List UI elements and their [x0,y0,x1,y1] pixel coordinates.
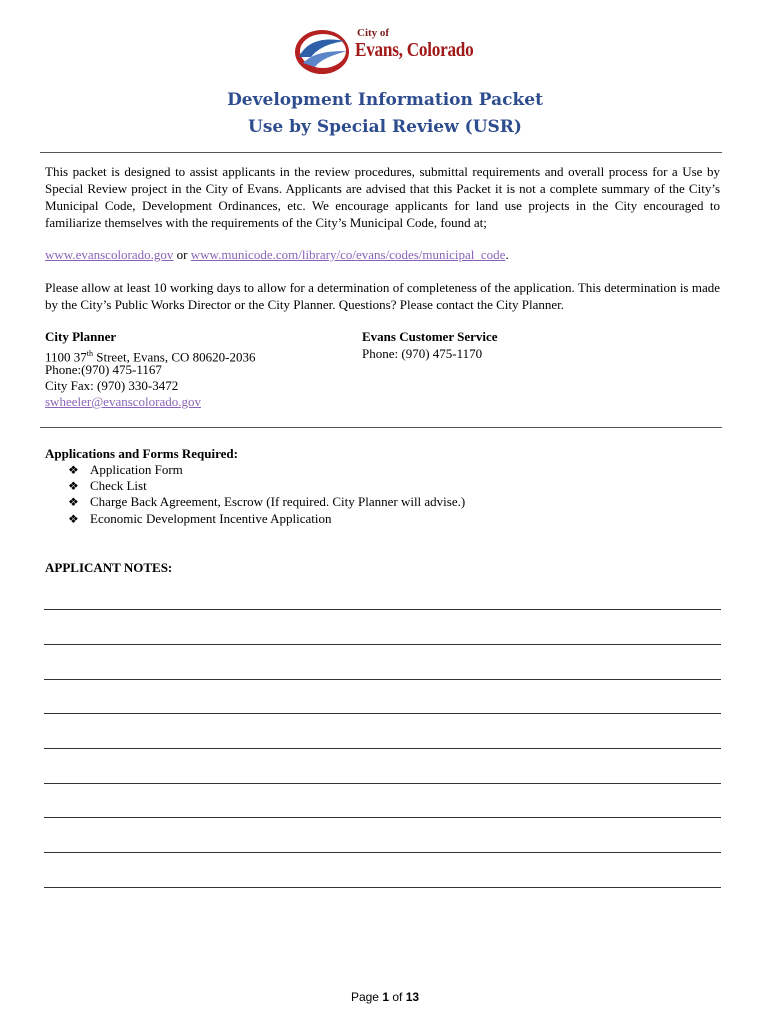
planner-heading-text: City Planner [45,329,117,344]
logo-city-of: City of [357,27,390,39]
note-line[interactable] [44,783,721,784]
list-item [68,478,147,494]
page-total: 13 [405,990,420,1004]
list-item-label: Application Form [90,462,183,477]
planner-heading [45,329,116,345]
note-line[interactable] [44,817,721,818]
forms-heading-text: Applications and Forms Required: [45,446,238,461]
list-item-label: Check List [90,478,147,493]
planner-email-link[interactable]: swheeler@evanscolorado.gov [45,394,201,409]
planner-phone: Phone:(970) 475-1167 [45,362,162,377]
planner-address-post: Street, Evans, CO 80620-2036 [93,349,256,365]
note-line[interactable] [44,609,721,610]
page-subtitle: Use by Special Review (USR) [248,117,522,137]
list-item [68,511,332,527]
notes-heading [45,560,172,576]
page-number: 1 [382,990,389,1004]
service-heading-text: Evans Customer Service [362,329,498,344]
page-title: Development Information Packet [227,90,543,110]
note-line[interactable] [44,679,721,680]
list-item-label: Charge Back Agreement, Escrow (If required. City Planner will advise.) [90,494,466,509]
planner-address-sup: th [86,349,94,358]
evans-website-link[interactable]: www.evanscolorado.gov [45,247,174,262]
planner-address-pre: 1100 37 [45,349,87,365]
note-line[interactable] [44,852,721,853]
period-text: . [505,247,509,262]
list-item-label: Economic Development Incentive Application [90,511,332,526]
planner-fax: City Fax: (970) 330-3472 [45,378,179,393]
or-text: or [173,247,191,262]
page-footer [0,990,770,1004]
page-label: Page [350,990,383,1004]
municode-link[interactable]: www.municode.com/library/co/evans/codes/municipal_code [190,247,506,262]
contacts-divider [40,427,722,428]
note-line[interactable] [44,887,721,888]
diamond-bullet-icon: ❖ [68,512,79,526]
service-heading [362,329,498,345]
note-line[interactable] [44,748,721,749]
notes-heading-text: APPLICANT NOTES: [45,560,173,575]
city-logo [293,27,479,77]
links-line [45,247,509,263]
diamond-bullet-icon: ❖ [68,479,79,493]
of-label: of [389,990,406,1004]
diamond-bullet-icon: ❖ [68,495,79,509]
swoosh-icon [293,27,353,77]
list-item [68,462,183,478]
header-divider [40,152,722,153]
intro-paragraph: This packet is designed to assist applicants in the review procedures, submittal requirements and overall process for a Use by Special Review project in the City of Evans. Applicants are advised that this Packet it is not a complete summary of the City’s Municipal Code, Development Ordinances, etc. We encourage applicants for land use projects in the City encouraged to familiarize themselves with the requirements of the City’s Municipal Code, found at; [45,164,720,230]
service-phone: Phone: (970) 475-1170 [362,346,483,361]
list-item [68,494,465,510]
logo-city-name: Evans, Colorado [355,39,474,61]
note-line[interactable] [44,713,721,714]
forms-heading [45,446,238,462]
allow-paragraph: Please allow at least 10 working days to allow for a determination of completeness of the application. This determination is made by the City’s Public Works Director or the City Planner. Questions? Please contact the City Planner. [45,280,720,312]
diamond-bullet-icon: ❖ [68,463,79,477]
note-line[interactable] [44,644,721,645]
